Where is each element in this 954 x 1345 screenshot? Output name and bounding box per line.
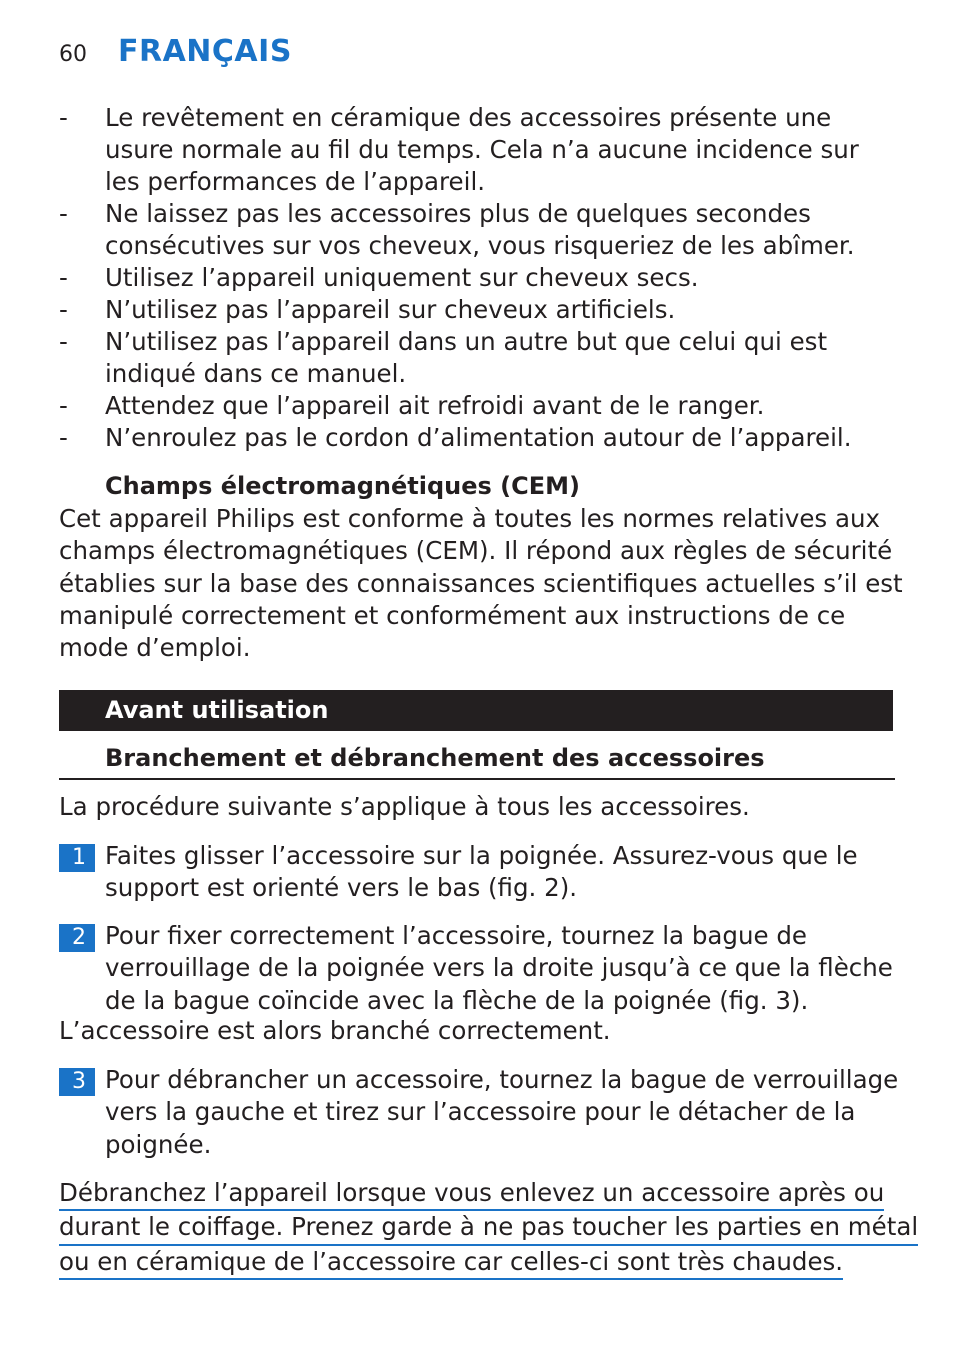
warning-line: Débranchez l’appareil lorsque vous enlevez un accessoire après ou — [59, 1177, 884, 1211]
emf-paragraph: Cet appareil Philips est conforme à toutes les normes relatives aux champs électromagnétiques (CEM). Il répond aux règles de sécurité établies sur la base des connaissances scientifiques actuelles s’il est manipulé correctement et conformément aux instructions de ce mode d’emploi. — [59, 504, 903, 663]
warning-line: ou en céramique de l’accessoire car celles-ci sont très chaudes. — [59, 1246, 843, 1280]
list-item-text: N’enroulez pas le cordon d’alimentation autour de l’appareil. — [105, 423, 852, 452]
language-title: FRANÇAIS — [118, 34, 292, 69]
section-title-bar — [59, 690, 893, 731]
step-text: Pour fixer correctement l’accessoire, tournez la bague de verrouillage de la poignée vers la droite jusqu’à ce que la flèche de la bague coïncide avec la flèche de la poignée (fig. 3). — [105, 921, 893, 1015]
bullet-dash: - — [59, 103, 68, 132]
bullet-dash: - — [59, 263, 68, 292]
step-number: 2 — [72, 925, 86, 950]
list-item — [59, 326, 899, 390]
step-2-result: L’accessoire est alors branché correctement. — [59, 1016, 611, 1045]
step-number-badge — [59, 924, 95, 952]
list-item — [59, 390, 899, 422]
step-2 — [59, 920, 899, 1017]
list-item-text: Ne laissez pas les accessoires plus de quelques secondes consécutives sur vos cheveux, vous risqueriez de les abîmer. — [105, 199, 855, 260]
step-number: 1 — [72, 845, 86, 870]
list-item-text: N’utilisez pas l’appareil dans un autre but que celui qui est indiqué dans ce manuel. — [105, 327, 828, 388]
list-item-text: Utilisez l’appareil uniquement sur cheveux secs. — [105, 263, 699, 292]
accessories-subheading: Branchement et débranchement des accessoires — [105, 744, 765, 772]
page-number: 60 — [59, 42, 87, 67]
step-number: 3 — [72, 1069, 86, 1094]
bullet-dash: - — [59, 423, 68, 452]
list-item — [59, 422, 899, 454]
step-3 — [59, 1064, 899, 1161]
precautions-list — [59, 102, 899, 454]
warning-line: durant le coiffage. Prenez garde à ne pas toucher les parties en métal — [59, 1211, 918, 1245]
list-item-text: Attendez que l’appareil ait refroidi avant de le ranger. — [105, 391, 765, 420]
list-item — [59, 262, 899, 294]
step-1 — [59, 840, 899, 905]
bullet-dash: - — [59, 199, 68, 228]
list-item — [59, 102, 899, 198]
bullet-dash: - — [59, 295, 68, 324]
list-item-text: Le revêtement en céramique des accessoires présente une usure normale au fil du temps. Cela n’a aucune incidence sur les performances de l’appareil. — [105, 103, 859, 196]
list-item — [59, 198, 899, 262]
step-number-badge — [59, 1068, 95, 1096]
list-item-text: N’utilisez pas l’appareil sur cheveux artificiels. — [105, 295, 676, 324]
step-text: Faites glisser l’accessoire sur la poignée. Assurez-vous que le support est orienté vers le bas (fig. 2). — [105, 841, 858, 903]
list-item — [59, 294, 899, 326]
emf-heading: Champs électromagnétiques (CEM) — [105, 472, 580, 500]
bullet-dash: - — [59, 327, 68, 356]
step-text: Pour débrancher un accessoire, tournez la bague de verrouillage vers la gauche et tirez sur l’accessoire pour le détacher de la poignée. — [105, 1065, 899, 1159]
step-number-badge — [59, 844, 95, 872]
bullet-dash: - — [59, 391, 68, 420]
intro-paragraph: La procédure suivante s’applique à tous les accessoires. — [59, 792, 750, 821]
warning-block — [59, 1177, 919, 1280]
section-title: Avant utilisation — [105, 696, 329, 724]
divider — [59, 778, 895, 780]
